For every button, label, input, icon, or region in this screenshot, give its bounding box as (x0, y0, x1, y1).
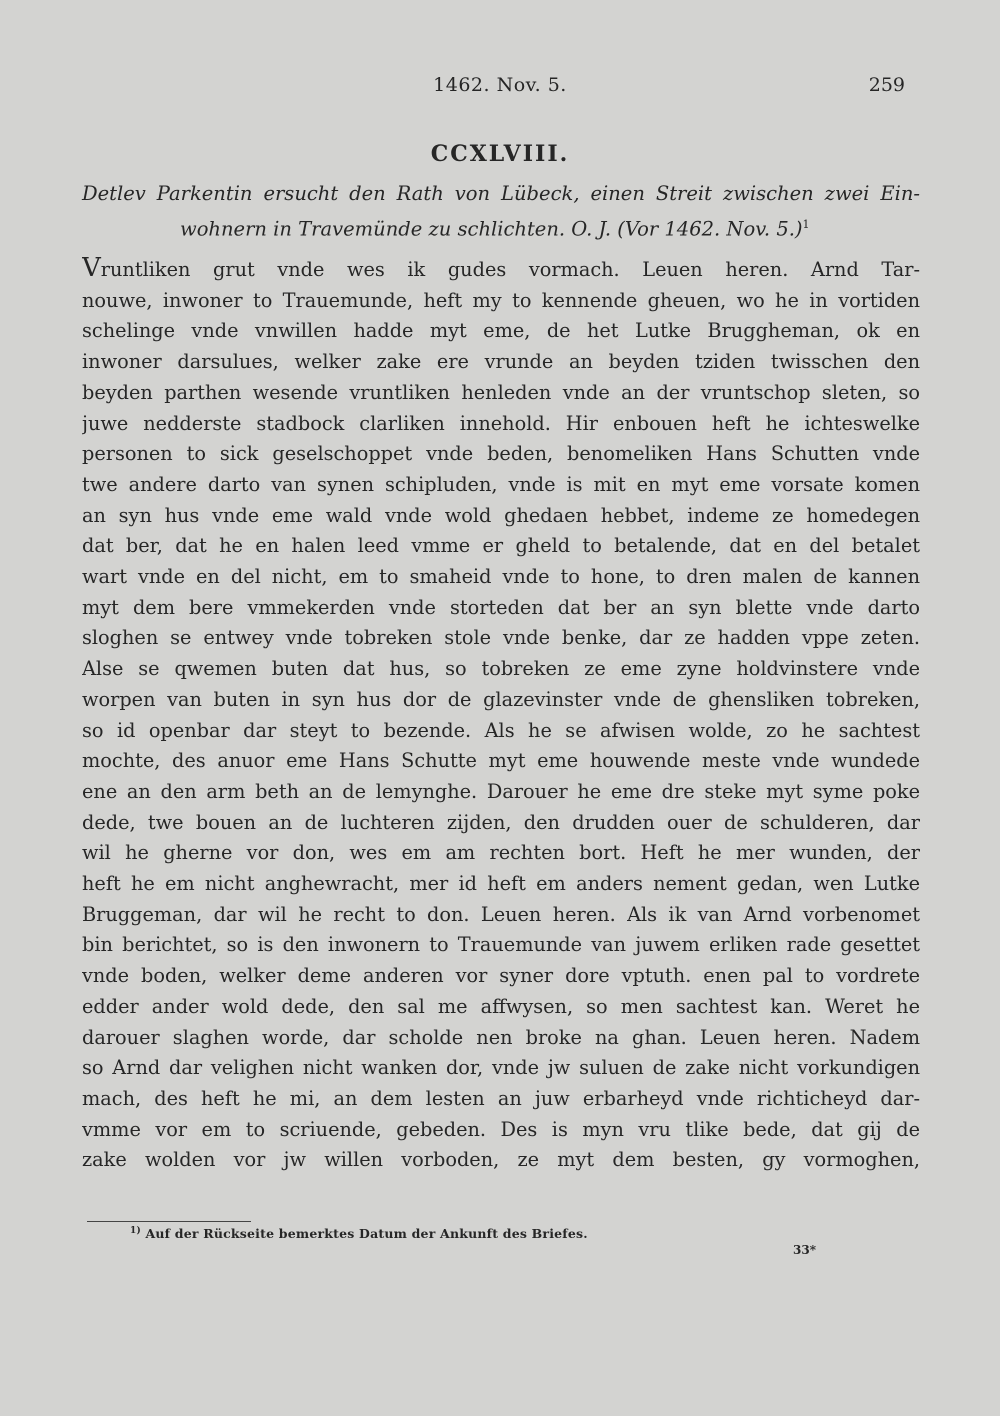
body-line-text: edder ander wold dede, den sal me affwysen, so men sachtest kan. Weret he (82, 994, 920, 1018)
body-line-text: wil he gherne vor don, wes em am rechten bort. Heft he mer wunden, der (82, 841, 920, 865)
body-line (82, 1084, 920, 1115)
body-line-text: Bruggeman, dar wil he recht to don. Leuen heren. Als ik van Arnd vorbenomet (82, 902, 920, 926)
summary-line-2 (82, 209, 920, 245)
footnote-divider (87, 1221, 251, 1222)
body-line-text: runtliken grut vnde wes ik gudes vormach. Leuen heren. Arnd Tar- (100, 258, 920, 281)
body-line-text: mochte, des anuor eme Hans Schutte myt eme houwende meste vnde wundede (82, 749, 920, 773)
body-line (82, 316, 920, 347)
body-line-text: ene an den arm beth an de lemynghe. Darouer he eme dre steke myt syme poke (82, 779, 920, 803)
drop-capital: V (82, 255, 101, 283)
body-line-text: bin berichtet, so is den inwonern to Trauemunde van juwem erliken rade gesettet (82, 933, 920, 957)
document-number: CCXLVIII. (430, 141, 570, 167)
body-line (82, 409, 920, 440)
body-line (82, 378, 920, 409)
body-line-text: dede, twe bouen an de luchteren zijden, den drudden ouer de schulderen, dar (82, 810, 920, 834)
body-line (82, 1145, 920, 1176)
body-line-text: nouwe, inwoner to Trauemunde, heft my to kennende gheuen, wo he in vortiden (82, 288, 920, 312)
body-line-text: juwe nedderste stadbock clarliken innehold. Hir enbouen heft he ichteswelke (82, 411, 920, 435)
body-line-text: vnde boden, welker deme anderen vor syner dore vptuth. enen pal to vordrete (82, 964, 920, 988)
body-line-text: sloghen se entwey vnde tobreken stole vnde benke, dar ze hadden vppe zeten. (82, 626, 920, 650)
body-line-text: so Arnd dar velighen nicht wanken dor, vnde jw suluen de zake nicht vorkundigen (82, 1056, 920, 1080)
footnote (130, 1226, 588, 1241)
body-line (82, 930, 920, 961)
body-line-text: beyden parthen wesende vruntliken henleden vnde an der vruntschop sleten, so (82, 380, 920, 404)
body-line-text: darouer slaghen worde, dar scholde nen broke na ghan. Leuen heren. Nadem (82, 1025, 920, 1049)
body-line-text: an syn hus vnde eme wald vnde wold ghedaen hebbet, indeme ze homedegen (82, 503, 920, 527)
body-line (82, 1023, 920, 1054)
body-line-text: myt dem bere vmmekerden vnde storteden dat ber an syn blette vnde darto (82, 595, 920, 619)
body-line (82, 992, 920, 1023)
body-line (82, 900, 920, 931)
page-number: 259 (868, 74, 905, 96)
body-line (82, 777, 920, 808)
running-head (0, 74, 1000, 104)
body-line (82, 808, 920, 839)
footnote-marker: 1) (130, 1226, 141, 1236)
body-line-text: Alse se qwemen buten dat hus, so tobreken ze eme zyne holdvinstere vnde (82, 657, 920, 681)
body-line-text: wart vnde en del nicht, em to smaheid vnde to hone, to dren malen de kannen (82, 565, 920, 589)
footnote-reference: 1 (802, 218, 810, 231)
body-line-text: vmme vor em to scriuende, gebeden. Des is myn vru tlike bede, dat gij de (82, 1117, 920, 1141)
body-line (82, 623, 920, 654)
body-line (82, 961, 920, 992)
body-line-text: schelinge vnde vnwillen hadde myt eme, de het Lutke Bruggheman, ok en (82, 319, 920, 343)
letter-body (82, 255, 920, 1176)
body-line (82, 531, 920, 562)
body-line-text: mach, des heft he mi, an dem lesten an juw erbarheyd vnde richticheyd dar- (82, 1086, 920, 1110)
body-line (82, 593, 920, 624)
body-line-text: heft he em nicht anghewracht, mer id heft em anders nement gedan, wen Lutke (82, 872, 920, 896)
body-line (82, 746, 920, 777)
body-line (82, 439, 920, 470)
body-line-text: so id openbar dar steyt to bezende. Als he se afwisen wolde, zo he sachtest (82, 718, 920, 742)
body-line (82, 562, 920, 593)
body-line-text: personen to sick geselschoppet vnde beden, benomeliken Hans Schutten vnde (82, 442, 920, 466)
body-line (82, 869, 920, 900)
body-line (82, 255, 920, 286)
body-line (82, 654, 920, 685)
document-summary (82, 178, 920, 245)
body-line (82, 838, 920, 869)
footnote-text: Auf der Rückseite bemerktes Datum der Ankunft des Briefes. (145, 1226, 588, 1242)
header-date: 1462. Nov. 5. (433, 74, 567, 96)
signature-mark: 33* (793, 1243, 816, 1257)
body-line-text: zake wolden vor jw willen vorboden, ze myt dem besten, gy vormoghen, (82, 1148, 920, 1172)
summary-line-2-text: wohnern in Travemünde zu schlichten. O. J. (Vor 1462. Nov. 5.) (180, 217, 803, 241)
body-line-text: worpen van buten in syn hus dor de glazevinster vnde de ghensliken tobreken, (82, 687, 920, 711)
body-line-text: twe andere darto van synen schipluden, vnde is mit en myt eme vorsate komen (82, 472, 920, 496)
body-line (82, 1115, 920, 1146)
summary-line-1: Detlev Parkentin ersucht den Rath von Lübeck, einen Streit zwischen zwei Ein- (82, 182, 920, 205)
body-line (82, 716, 920, 747)
body-line (82, 286, 920, 317)
body-line (82, 1053, 920, 1084)
body-line-text: inwoner darsulues, welker zake ere vrunde an beyden tziden twisschen den (82, 350, 920, 374)
body-line (82, 501, 920, 532)
body-line-text: dat ber, dat he en halen leed vmme er gheld to betalende, dat en del betalet (82, 534, 920, 558)
body-line (82, 470, 920, 501)
body-line (82, 347, 920, 378)
body-line (82, 685, 920, 716)
